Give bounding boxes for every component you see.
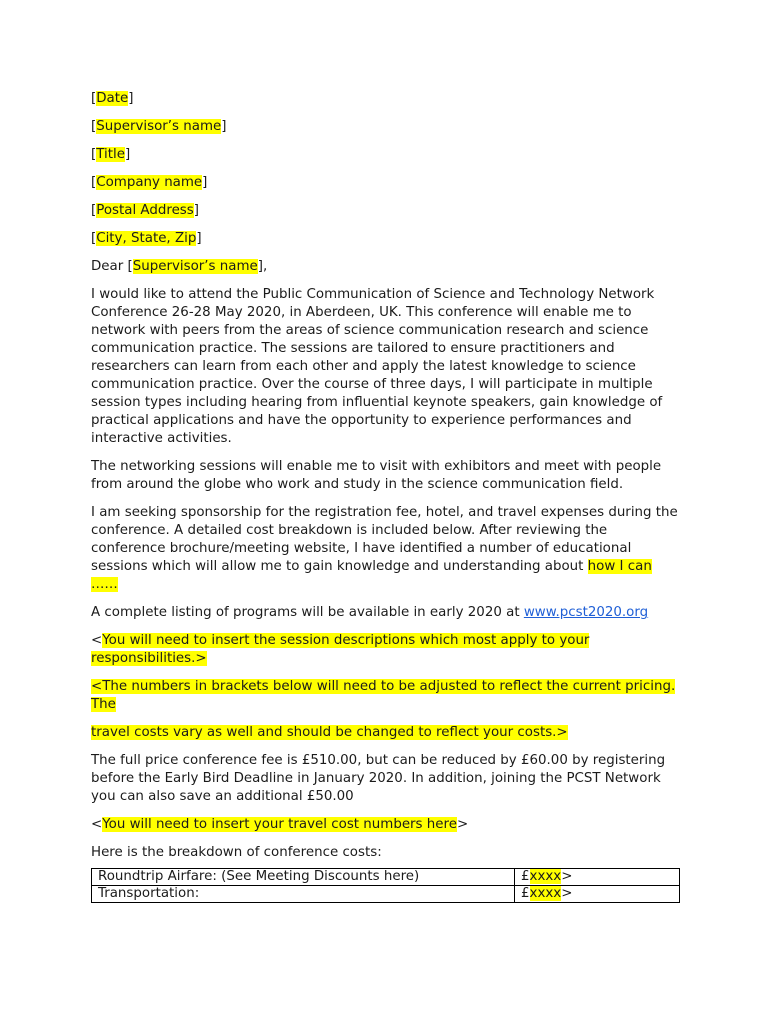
program-listing-paragraph — [91, 604, 681, 622]
title-field: [Title] — [91, 147, 131, 162]
travel-cost-text: You will need to insert your travel cost numbers here — [102, 817, 457, 832]
travel-cost-instruction — [91, 816, 681, 834]
date-placeholder: Date — [96, 91, 129, 106]
cost-amount — [515, 869, 680, 886]
session-instruction — [91, 632, 681, 668]
intro-paragraph: I would like to attend the Public Communication of Science and Technology Network Conference 26-28 May 2020, in Aberdeen, UK. This conference will enable me to network with peers from the areas of science communication research and science communication practice. The sessions are tailored to ensure practitioners and researchers can learn from each other and apply the latest knowledge to science communication practice. Over the course of three days, I will participate in multiple session types including hearing from influential keynote speakers, gain knowledge of practical applications and have the opportunity to experience performances and interactive activities. — [91, 287, 663, 446]
amount-placeholder: xxxx — [529, 869, 562, 884]
supervisor-name-placeholder: Supervisor’s name — [96, 119, 222, 134]
date-field: [Date] — [91, 91, 134, 106]
table-row — [92, 869, 680, 886]
sponsorship-placeholder: how I can …… — [91, 559, 652, 592]
travel-cost-close: > — [456, 817, 469, 832]
cost-label: Roundtrip Airfare: (See Meeting Discounts here) — [92, 869, 515, 886]
cost-label: Transportation: — [92, 886, 515, 903]
amount-close: > — [561, 886, 573, 901]
pricing-instruction — [91, 678, 681, 714]
program-listing-text: A complete listing of programs will be available in early 2020 at — [91, 605, 524, 620]
travel-instruction — [91, 724, 681, 742]
travel-cost-open: < — [91, 817, 103, 832]
amount-close: > — [561, 869, 573, 884]
greeting — [91, 258, 681, 276]
sponsorship-paragraph — [91, 504, 681, 594]
travel-instruction-text: travel costs vary as well and should be changed to reflect your costs.> — [91, 725, 568, 740]
greeting-name-placeholder: Supervisor’s name — [132, 259, 258, 274]
city-state-zip-placeholder: City, State, Zip — [96, 231, 197, 246]
pricing-instruction-text: <The numbers in brackets below will need to be adjusted to reflect the current pricing. The — [91, 679, 676, 712]
letter-body — [91, 90, 681, 903]
title-placeholder: Title — [96, 147, 125, 162]
greeting-prefix: Dear [ — [91, 259, 133, 274]
amount-placeholder: xxxx — [529, 886, 562, 901]
sponsorship-text: I am seeking sponsorship for the registration fee, hotel, and travel expenses during the conference. A detailed cost breakdown is included below. After reviewing the conference brochure/meeting website, I have identified a number of educational sessions which will allow me to gain knowledge and understanding about — [91, 505, 678, 574]
session-instruction-text: You will need to insert the session descriptions which most apply to your responsibilities.> — [91, 633, 590, 666]
session-instruction-open: < — [91, 633, 103, 648]
networking-paragraph: The networking sessions will enable me to visit with exhibitors and meet with people from around the globe who work and study in the science communication field. — [91, 459, 662, 492]
postal-address-field: [Postal Address] — [91, 203, 199, 218]
cost-amount — [515, 886, 680, 903]
table-row — [92, 886, 680, 903]
cost-table — [91, 868, 680, 903]
postal-address-placeholder: Postal Address — [96, 203, 194, 218]
company-name-field: [Company name] — [91, 175, 208, 190]
cost-breakdown-intro: Here is the breakdown of conference costs: — [91, 845, 382, 860]
greeting-suffix: ], — [257, 259, 268, 274]
currency-symbol: £ — [521, 869, 530, 884]
conference-fee-paragraph: The full price conference fee is £510.00, but can be reduced by £60.00 by registering before the Early Bird Deadline in January 2020. In addition, joining the PCST Network you can also save an additional £50.00 — [91, 753, 666, 804]
city-state-zip-field: [City, State, Zip] — [91, 231, 202, 246]
currency-symbol: £ — [521, 886, 530, 901]
pcst-website-link[interactable]: www.pcst2020.org — [523, 605, 649, 620]
supervisor-name-field: [Supervisor’s name] — [91, 119, 227, 134]
company-name-placeholder: Company name — [96, 175, 203, 190]
